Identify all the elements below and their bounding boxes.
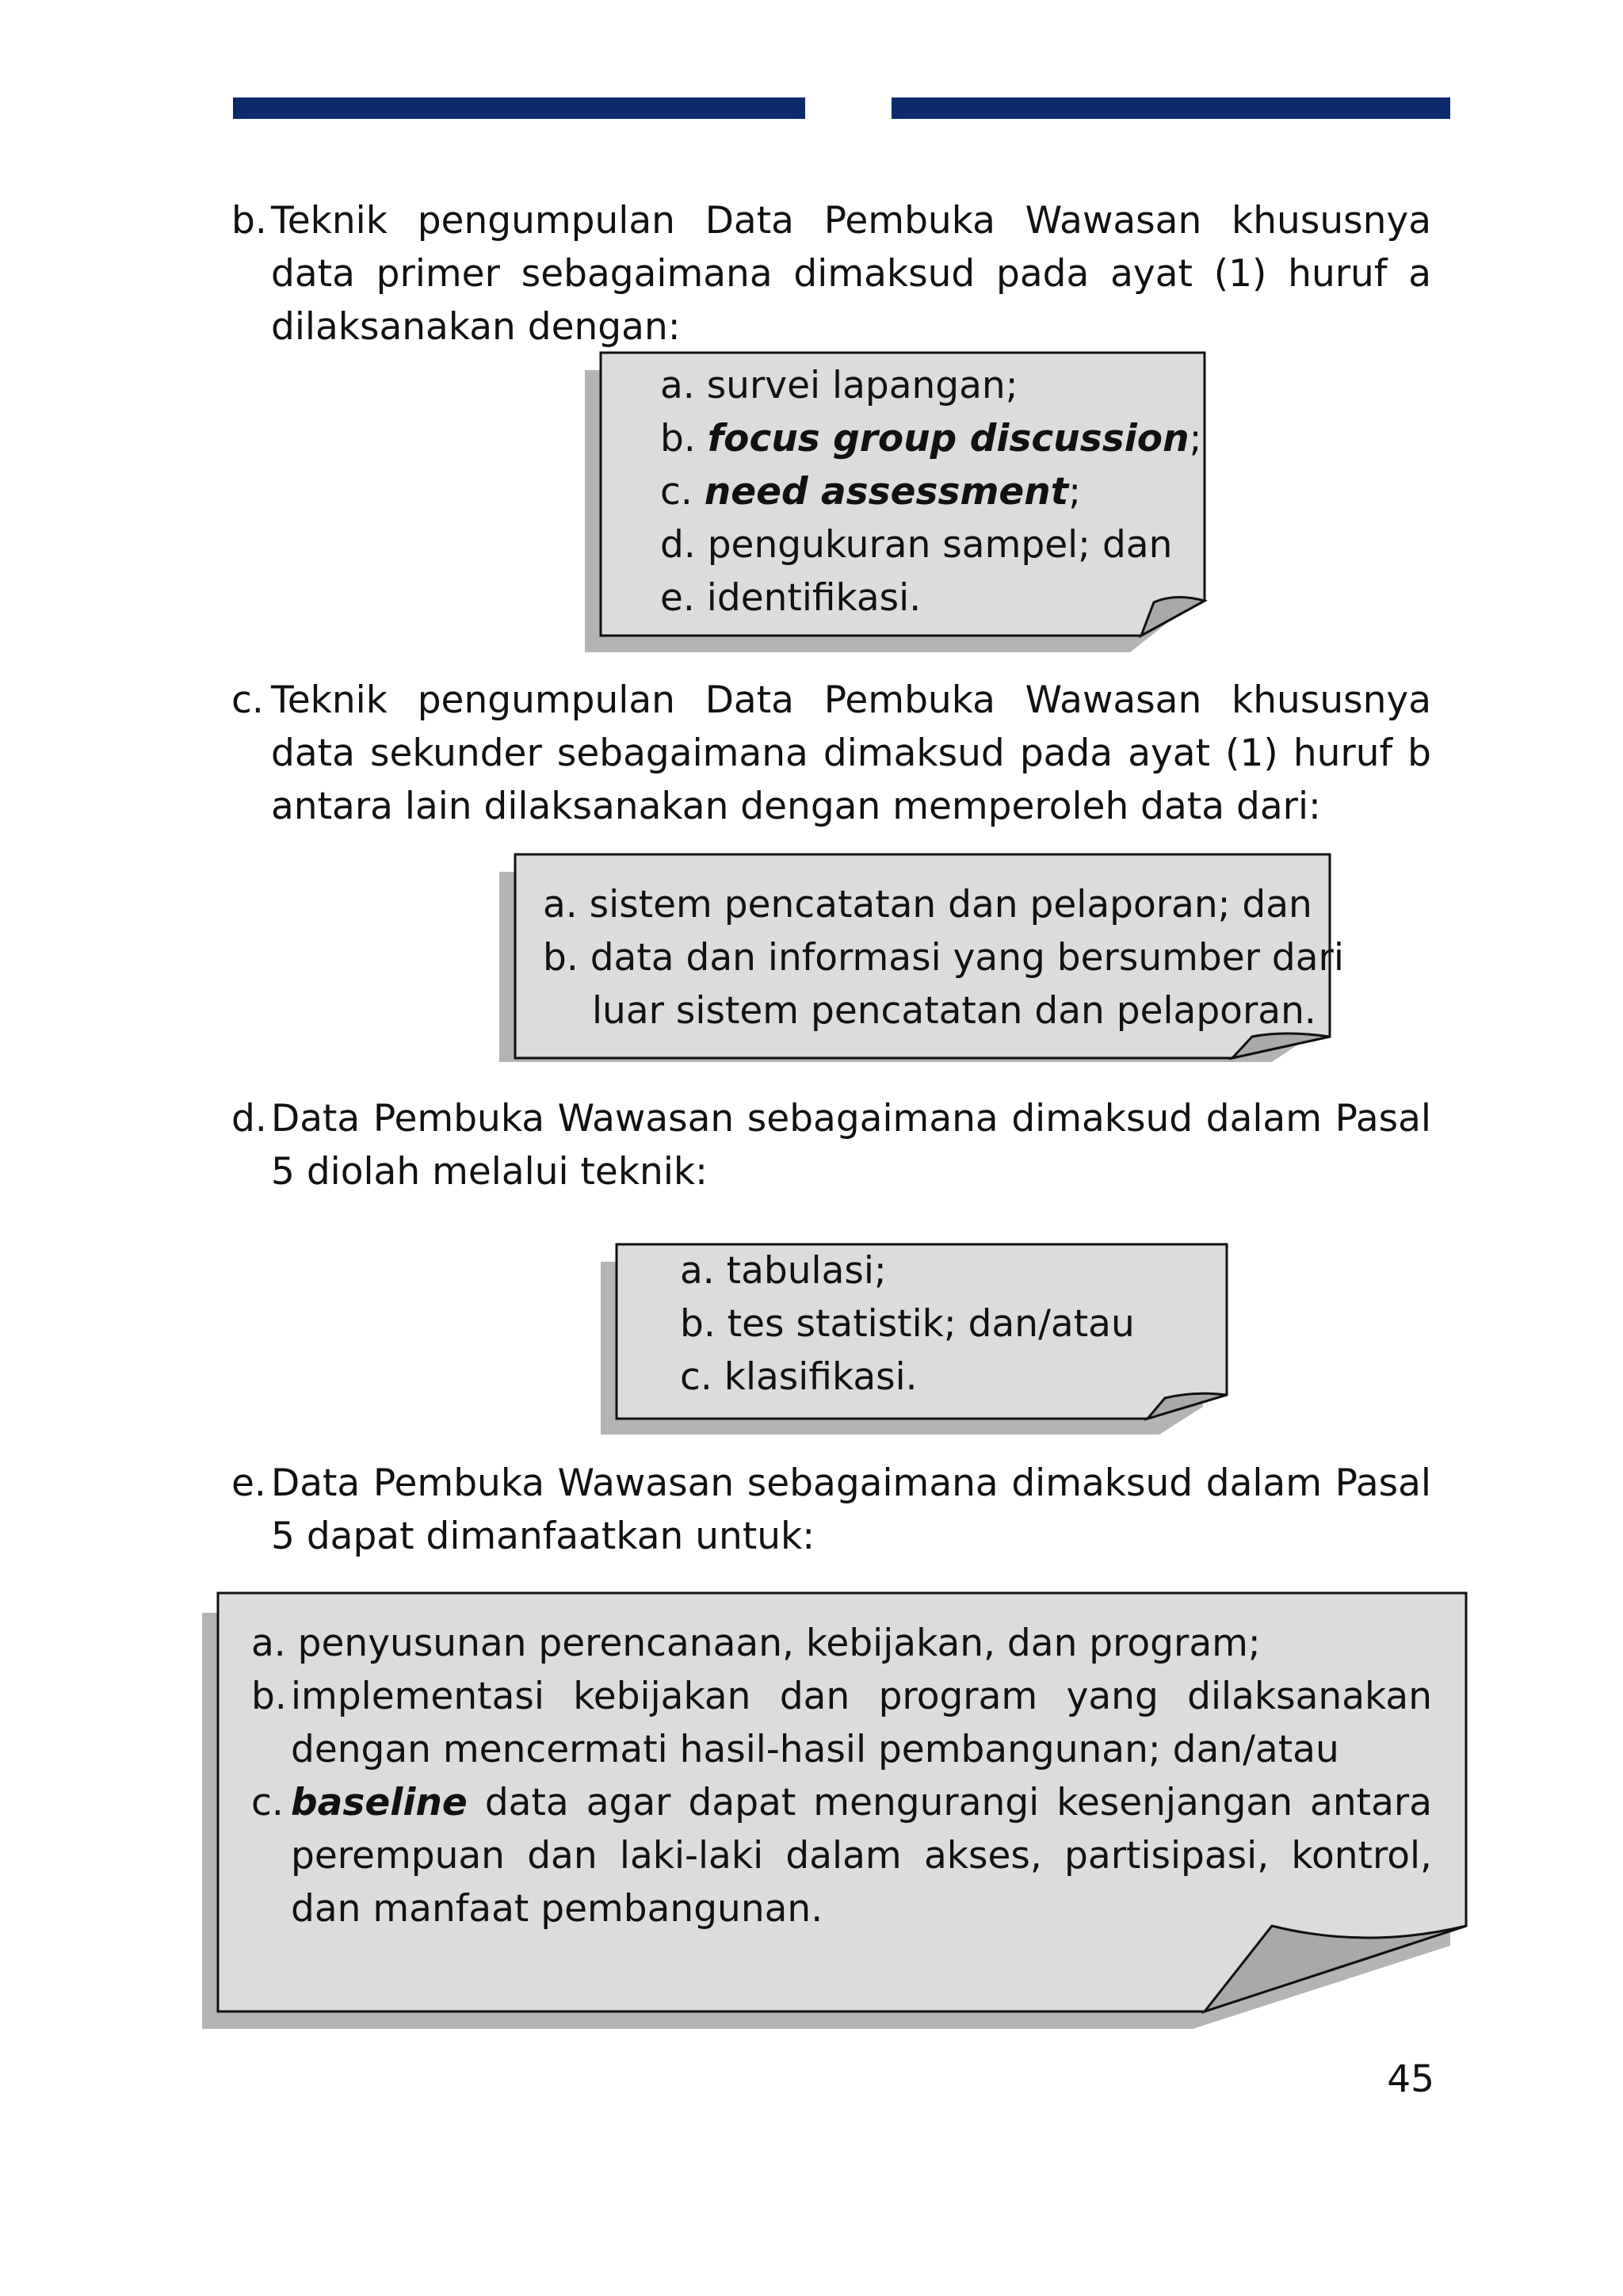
paragraph-text: Teknik pengumpulan Data Pembuka Wawasan khususnya data sekunder sebagaimana dimaksud pada ayat (1) huruf b antara lain dilaksanakan dengan memperoleh data dari:: [271, 678, 1431, 828]
paragraph-c: [231, 674, 1431, 833]
list-item: luar sistem pencatatan dan pelaporan.: [592, 989, 1316, 1033]
list-item: a. sistem pencatatan dan pelaporan; dan: [543, 883, 1312, 926]
paragraph-text: Teknik pengumpulan Data Pembuka Wawasan khususnya data primer sebagaimana dimaksud pada ayat (1) huruf a dilaksanakan dengan:: [271, 199, 1431, 349]
list-item: a. tabulasi;: [680, 1249, 887, 1293]
list-item: a. penyusunan perencanaan, kebijakan, dan program;: [251, 1622, 1261, 1665]
list-item: a. survei lapangan;: [660, 364, 1018, 407]
list-item: b. tes statistik; dan/atau: [680, 1302, 1135, 1346]
paragraph-text: Data Pembuka Wawasan sebagaimana dimaksud dalam Pasal 5 dapat dimanfaatkan untuk:: [271, 1461, 1431, 1558]
paragraph-text: Data Pembuka Wawasan sebagaimana dimaksud dalam Pasal 5 diolah melalui teknik:: [271, 1097, 1431, 1194]
list-item: e. identifikasi.: [660, 576, 922, 620]
paragraph-marker: b.: [231, 199, 267, 243]
header-rule-right: [892, 97, 1450, 119]
list-item: d. pengukuran sampel; dan: [660, 523, 1173, 567]
paragraph-b: [231, 194, 1431, 353]
paragraph-e: [231, 1457, 1431, 1563]
note-box-c: [499, 854, 1344, 1062]
list-item: c. klasifikasi.: [680, 1355, 918, 1399]
header-rule-left: [233, 97, 805, 119]
paragraph-marker: d.: [231, 1097, 267, 1140]
paragraph-marker: c.: [231, 678, 264, 722]
note-box-b: [585, 353, 1205, 652]
list-item: c. need assessment;: [660, 470, 1082, 514]
paragraph-d: [231, 1092, 1431, 1198]
list-item: b. data dan informasi yang bersumber dari: [543, 936, 1344, 980]
list-item: c. baseline data agar dapat mengurangi kesenjangan antara perempuan dan laki-laki dalam akses, partisipasi, kontrol, dan manfaat pembangunan.: [251, 1781, 1432, 1931]
note-box-d: [601, 1244, 1227, 1435]
list-item: b. focus group discussion;: [660, 417, 1202, 460]
list-item: b. implementasi kebijakan dan program yang dilaksanakan dengan mencermati hasil-hasil pembangunan; dan/atau: [251, 1675, 1432, 1771]
page-number: 45: [1387, 2057, 1434, 2101]
note-box-e: [202, 1593, 1470, 2037]
paragraph-marker: e.: [231, 1461, 266, 1505]
